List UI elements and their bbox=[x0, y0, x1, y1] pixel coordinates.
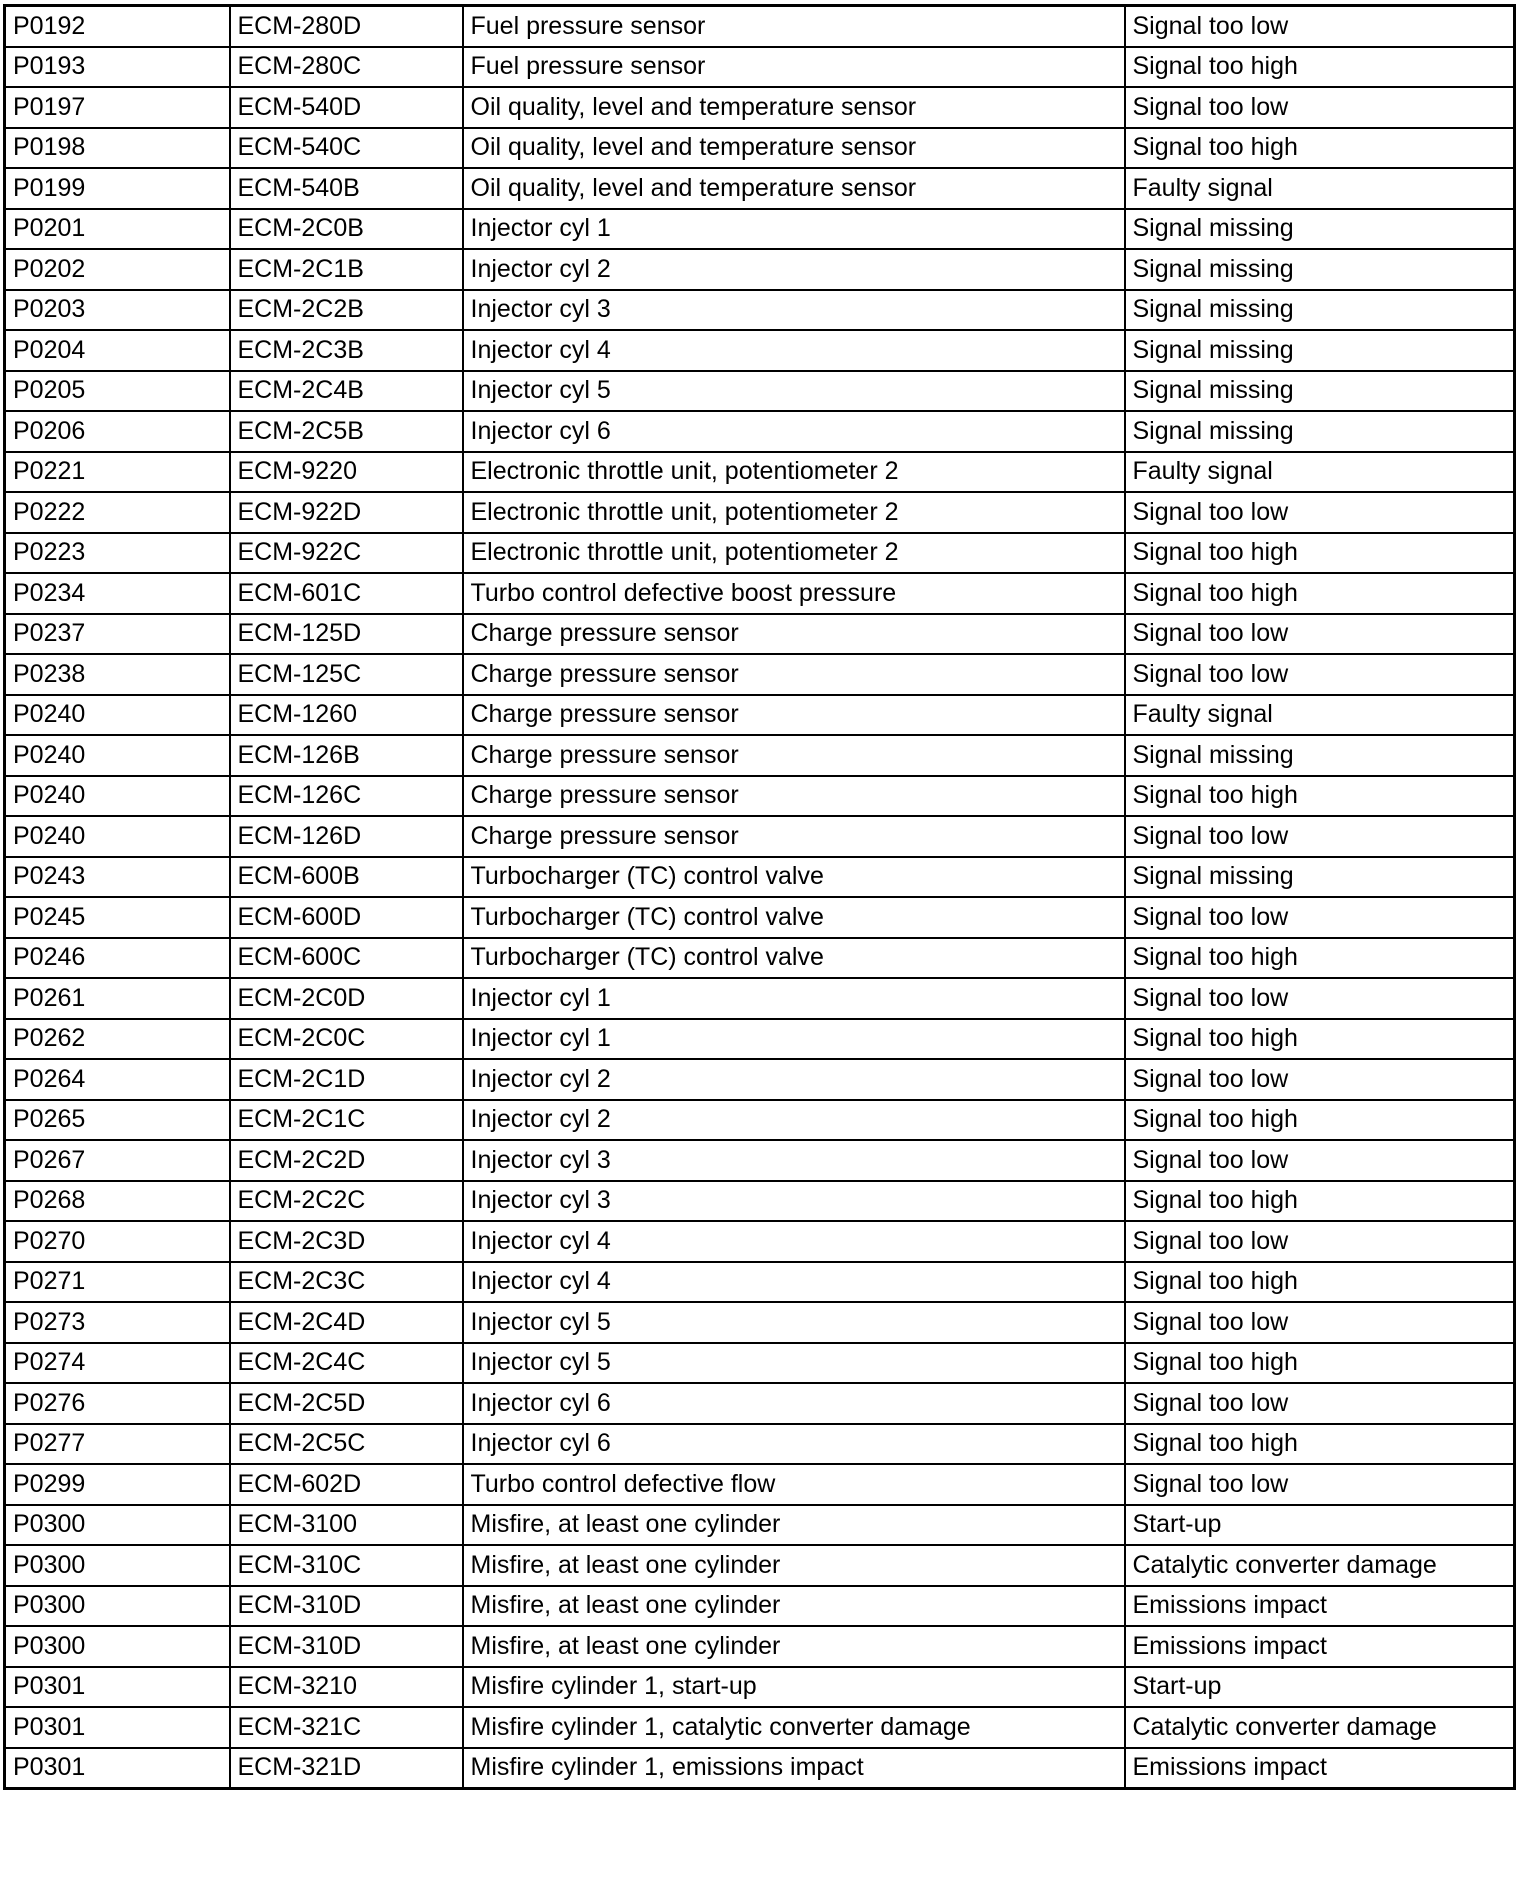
cell-obd-code: P0203 bbox=[5, 290, 230, 331]
cell-obd-code: P0267 bbox=[5, 1140, 230, 1181]
cell-component: Injector cyl 1 bbox=[463, 978, 1125, 1019]
cell-fault: Signal missing bbox=[1125, 857, 1515, 898]
cell-component: Misfire cylinder 1, start-up bbox=[463, 1667, 1125, 1708]
cell-ecm-code: ECM-3100 bbox=[230, 1505, 463, 1546]
cell-ecm-code: ECM-540B bbox=[230, 168, 463, 209]
table-row bbox=[5, 1626, 1515, 1667]
cell-component: Injector cyl 1 bbox=[463, 1019, 1125, 1060]
table-row bbox=[5, 695, 1515, 736]
cell-ecm-code: ECM-2C0B bbox=[230, 209, 463, 250]
cell-fault: Signal missing bbox=[1125, 290, 1515, 331]
cell-obd-code: P0234 bbox=[5, 573, 230, 614]
cell-fault: Signal too low bbox=[1125, 978, 1515, 1019]
dtc-table-body bbox=[5, 6, 1515, 1789]
table-row bbox=[5, 290, 1515, 331]
cell-obd-code: P0192 bbox=[5, 6, 230, 47]
table-row bbox=[5, 209, 1515, 250]
table-row bbox=[5, 6, 1515, 47]
cell-component: Injector cyl 3 bbox=[463, 1140, 1125, 1181]
cell-fault: Emissions impact bbox=[1125, 1748, 1515, 1789]
table-row bbox=[5, 1383, 1515, 1424]
cell-ecm-code: ECM-600C bbox=[230, 938, 463, 979]
cell-ecm-code: ECM-310D bbox=[230, 1626, 463, 1667]
cell-ecm-code: ECM-1260 bbox=[230, 695, 463, 736]
cell-fault: Signal missing bbox=[1125, 411, 1515, 452]
cell-fault: Signal too low bbox=[1125, 897, 1515, 938]
cell-fault: Signal too low bbox=[1125, 492, 1515, 533]
cell-ecm-code: ECM-3210 bbox=[230, 1667, 463, 1708]
cell-fault: Start-up bbox=[1125, 1505, 1515, 1546]
cell-obd-code: P0265 bbox=[5, 1100, 230, 1141]
cell-ecm-code: ECM-600D bbox=[230, 897, 463, 938]
table-row bbox=[5, 1464, 1515, 1505]
cell-fault: Signal missing bbox=[1125, 249, 1515, 290]
cell-ecm-code: ECM-126C bbox=[230, 776, 463, 817]
cell-fault: Signal too low bbox=[1125, 614, 1515, 655]
cell-ecm-code: ECM-2C4C bbox=[230, 1343, 463, 1384]
cell-fault: Signal too high bbox=[1125, 1424, 1515, 1465]
cell-obd-code: P0301 bbox=[5, 1707, 230, 1748]
cell-fault: Signal too low bbox=[1125, 87, 1515, 128]
cell-ecm-code: ECM-2C5C bbox=[230, 1424, 463, 1465]
cell-obd-code: P0198 bbox=[5, 128, 230, 169]
cell-component: Injector cyl 6 bbox=[463, 1424, 1125, 1465]
cell-ecm-code: ECM-9220 bbox=[230, 452, 463, 493]
cell-ecm-code: ECM-922D bbox=[230, 492, 463, 533]
cell-obd-code: P0240 bbox=[5, 735, 230, 776]
table-row bbox=[5, 816, 1515, 857]
cell-obd-code: P0223 bbox=[5, 533, 230, 574]
table-row bbox=[5, 857, 1515, 898]
cell-component: Misfire, at least one cylinder bbox=[463, 1545, 1125, 1586]
cell-obd-code: P0199 bbox=[5, 168, 230, 209]
table-row bbox=[5, 938, 1515, 979]
cell-fault: Signal too low bbox=[1125, 1221, 1515, 1262]
cell-component: Fuel pressure sensor bbox=[463, 6, 1125, 47]
cell-fault: Signal too low bbox=[1125, 1464, 1515, 1505]
cell-obd-code: P0243 bbox=[5, 857, 230, 898]
cell-ecm-code: ECM-601C bbox=[230, 573, 463, 614]
cell-ecm-code: ECM-922C bbox=[230, 533, 463, 574]
cell-component: Injector cyl 3 bbox=[463, 1181, 1125, 1222]
cell-ecm-code: ECM-2C4D bbox=[230, 1302, 463, 1343]
cell-component: Misfire, at least one cylinder bbox=[463, 1505, 1125, 1546]
cell-obd-code: P0237 bbox=[5, 614, 230, 655]
cell-obd-code: P0206 bbox=[5, 411, 230, 452]
table-row bbox=[5, 978, 1515, 1019]
table-row bbox=[5, 87, 1515, 128]
cell-ecm-code: ECM-602D bbox=[230, 1464, 463, 1505]
cell-obd-code: P0222 bbox=[5, 492, 230, 533]
cell-component: Oil quality, level and temperature sensor bbox=[463, 168, 1125, 209]
cell-fault: Signal too high bbox=[1125, 47, 1515, 88]
cell-obd-code: P0299 bbox=[5, 1464, 230, 1505]
cell-fault: Signal missing bbox=[1125, 209, 1515, 250]
table-row bbox=[5, 47, 1515, 88]
cell-ecm-code: ECM-310D bbox=[230, 1586, 463, 1627]
cell-obd-code: P0268 bbox=[5, 1181, 230, 1222]
cell-ecm-code: ECM-2C0C bbox=[230, 1019, 463, 1060]
cell-obd-code: P0205 bbox=[5, 371, 230, 412]
cell-component: Injector cyl 6 bbox=[463, 1383, 1125, 1424]
table-row bbox=[5, 1748, 1515, 1789]
cell-obd-code: P0238 bbox=[5, 654, 230, 695]
table-row bbox=[5, 1262, 1515, 1303]
cell-component: Misfire cylinder 1, catalytic converter damage bbox=[463, 1707, 1125, 1748]
cell-ecm-code: ECM-2C5B bbox=[230, 411, 463, 452]
cell-ecm-code: ECM-2C1D bbox=[230, 1059, 463, 1100]
table-row bbox=[5, 1667, 1515, 1708]
cell-component: Turbocharger (TC) control valve bbox=[463, 938, 1125, 979]
cell-component: Misfire, at least one cylinder bbox=[463, 1586, 1125, 1627]
cell-component: Misfire cylinder 1, emissions impact bbox=[463, 1748, 1125, 1789]
cell-component: Injector cyl 6 bbox=[463, 411, 1125, 452]
table-row bbox=[5, 1343, 1515, 1384]
cell-fault: Signal too low bbox=[1125, 816, 1515, 857]
cell-obd-code: P0193 bbox=[5, 47, 230, 88]
cell-component: Injector cyl 4 bbox=[463, 330, 1125, 371]
table-row bbox=[5, 1019, 1515, 1060]
cell-component: Injector cyl 3 bbox=[463, 290, 1125, 331]
table-row bbox=[5, 1424, 1515, 1465]
cell-obd-code: P0262 bbox=[5, 1019, 230, 1060]
dtc-table bbox=[3, 4, 1516, 1790]
cell-component: Turbocharger (TC) control valve bbox=[463, 897, 1125, 938]
cell-component: Turbocharger (TC) control valve bbox=[463, 857, 1125, 898]
cell-fault: Signal too high bbox=[1125, 776, 1515, 817]
cell-ecm-code: ECM-2C2D bbox=[230, 1140, 463, 1181]
table-row bbox=[5, 371, 1515, 412]
cell-component: Charge pressure sensor bbox=[463, 654, 1125, 695]
cell-fault: Signal too low bbox=[1125, 6, 1515, 47]
cell-ecm-code: ECM-600B bbox=[230, 857, 463, 898]
cell-ecm-code: ECM-2C1C bbox=[230, 1100, 463, 1141]
cell-component: Injector cyl 2 bbox=[463, 249, 1125, 290]
cell-ecm-code: ECM-125C bbox=[230, 654, 463, 695]
cell-obd-code: P0301 bbox=[5, 1748, 230, 1789]
cell-obd-code: P0246 bbox=[5, 938, 230, 979]
cell-obd-code: P0240 bbox=[5, 816, 230, 857]
table-row bbox=[5, 1586, 1515, 1627]
cell-fault: Signal too high bbox=[1125, 1343, 1515, 1384]
cell-obd-code: P0261 bbox=[5, 978, 230, 1019]
table-row bbox=[5, 573, 1515, 614]
table-row bbox=[5, 411, 1515, 452]
cell-obd-code: P0274 bbox=[5, 1343, 230, 1384]
cell-ecm-code: ECM-2C0D bbox=[230, 978, 463, 1019]
cell-component: Injector cyl 5 bbox=[463, 371, 1125, 412]
cell-obd-code: P0221 bbox=[5, 452, 230, 493]
cell-ecm-code: ECM-2C4B bbox=[230, 371, 463, 412]
table-row bbox=[5, 168, 1515, 209]
cell-fault: Signal too high bbox=[1125, 1100, 1515, 1141]
cell-component: Injector cyl 2 bbox=[463, 1100, 1125, 1141]
cell-obd-code: P0240 bbox=[5, 776, 230, 817]
cell-component: Misfire, at least one cylinder bbox=[463, 1626, 1125, 1667]
cell-fault: Signal too low bbox=[1125, 1383, 1515, 1424]
cell-obd-code: P0300 bbox=[5, 1545, 230, 1586]
table-row bbox=[5, 128, 1515, 169]
table-row bbox=[5, 1181, 1515, 1222]
table-row bbox=[5, 654, 1515, 695]
table-row bbox=[5, 330, 1515, 371]
cell-ecm-code: ECM-2C3D bbox=[230, 1221, 463, 1262]
cell-ecm-code: ECM-540D bbox=[230, 87, 463, 128]
table-row bbox=[5, 897, 1515, 938]
cell-component: Injector cyl 5 bbox=[463, 1343, 1125, 1384]
table-row bbox=[5, 1059, 1515, 1100]
cell-fault: Signal too high bbox=[1125, 128, 1515, 169]
cell-fault: Signal too high bbox=[1125, 1019, 1515, 1060]
cell-component: Electronic throttle unit, potentiometer 2 bbox=[463, 533, 1125, 574]
cell-obd-code: P0264 bbox=[5, 1059, 230, 1100]
table-row bbox=[5, 776, 1515, 817]
cell-component: Oil quality, level and temperature sensor bbox=[463, 87, 1125, 128]
cell-obd-code: P0202 bbox=[5, 249, 230, 290]
cell-fault: Catalytic converter damage bbox=[1125, 1707, 1515, 1748]
cell-fault: Signal too low bbox=[1125, 1302, 1515, 1343]
cell-obd-code: P0201 bbox=[5, 209, 230, 250]
cell-component: Injector cyl 4 bbox=[463, 1221, 1125, 1262]
table-row bbox=[5, 249, 1515, 290]
table-row bbox=[5, 1302, 1515, 1343]
cell-fault: Emissions impact bbox=[1125, 1586, 1515, 1627]
cell-ecm-code: ECM-2C2B bbox=[230, 290, 463, 331]
cell-obd-code: P0273 bbox=[5, 1302, 230, 1343]
cell-obd-code: P0276 bbox=[5, 1383, 230, 1424]
table-row bbox=[5, 735, 1515, 776]
cell-component: Charge pressure sensor bbox=[463, 695, 1125, 736]
cell-obd-code: P0197 bbox=[5, 87, 230, 128]
cell-ecm-code: ECM-280D bbox=[230, 6, 463, 47]
cell-obd-code: P0204 bbox=[5, 330, 230, 371]
table-row bbox=[5, 1140, 1515, 1181]
cell-component: Charge pressure sensor bbox=[463, 614, 1125, 655]
cell-obd-code: P0270 bbox=[5, 1221, 230, 1262]
cell-obd-code: P0300 bbox=[5, 1586, 230, 1627]
cell-ecm-code: ECM-2C1B bbox=[230, 249, 463, 290]
cell-fault: Emissions impact bbox=[1125, 1626, 1515, 1667]
cell-component: Electronic throttle unit, potentiometer 2 bbox=[463, 492, 1125, 533]
cell-component: Injector cyl 4 bbox=[463, 1262, 1125, 1303]
cell-fault: Signal missing bbox=[1125, 330, 1515, 371]
cell-ecm-code: ECM-2C2C bbox=[230, 1181, 463, 1222]
cell-component: Electronic throttle unit, potentiometer 2 bbox=[463, 452, 1125, 493]
table-row bbox=[5, 1100, 1515, 1141]
cell-obd-code: P0240 bbox=[5, 695, 230, 736]
cell-component: Injector cyl 2 bbox=[463, 1059, 1125, 1100]
cell-component: Fuel pressure sensor bbox=[463, 47, 1125, 88]
cell-fault: Signal too high bbox=[1125, 938, 1515, 979]
cell-fault: Signal too high bbox=[1125, 1262, 1515, 1303]
cell-ecm-code: ECM-2C5D bbox=[230, 1383, 463, 1424]
table-row bbox=[5, 533, 1515, 574]
cell-obd-code: P0300 bbox=[5, 1626, 230, 1667]
cell-fault: Faulty signal bbox=[1125, 168, 1515, 209]
cell-component: Turbo control defective flow bbox=[463, 1464, 1125, 1505]
dtc-table-container bbox=[3, 4, 1513, 1790]
cell-fault: Signal too low bbox=[1125, 654, 1515, 695]
cell-ecm-code: ECM-2C3C bbox=[230, 1262, 463, 1303]
table-row bbox=[5, 1505, 1515, 1546]
cell-fault: Catalytic converter damage bbox=[1125, 1545, 1515, 1586]
cell-fault: Start-up bbox=[1125, 1667, 1515, 1708]
cell-fault: Faulty signal bbox=[1125, 452, 1515, 493]
cell-component: Charge pressure sensor bbox=[463, 816, 1125, 857]
cell-obd-code: P0301 bbox=[5, 1667, 230, 1708]
cell-component: Injector cyl 1 bbox=[463, 209, 1125, 250]
cell-component: Oil quality, level and temperature sensor bbox=[463, 128, 1125, 169]
table-row bbox=[5, 452, 1515, 493]
cell-ecm-code: ECM-310C bbox=[230, 1545, 463, 1586]
cell-obd-code: P0300 bbox=[5, 1505, 230, 1546]
cell-component: Charge pressure sensor bbox=[463, 735, 1125, 776]
cell-fault: Signal too low bbox=[1125, 1140, 1515, 1181]
cell-fault: Signal too high bbox=[1125, 1181, 1515, 1222]
cell-ecm-code: ECM-2C3B bbox=[230, 330, 463, 371]
cell-fault: Signal too low bbox=[1125, 1059, 1515, 1100]
cell-ecm-code: ECM-540C bbox=[230, 128, 463, 169]
cell-fault: Signal missing bbox=[1125, 735, 1515, 776]
table-row bbox=[5, 614, 1515, 655]
table-row bbox=[5, 1545, 1515, 1586]
cell-fault: Signal too high bbox=[1125, 573, 1515, 614]
cell-ecm-code: ECM-126B bbox=[230, 735, 463, 776]
table-row bbox=[5, 492, 1515, 533]
cell-obd-code: P0277 bbox=[5, 1424, 230, 1465]
table-row bbox=[5, 1707, 1515, 1748]
cell-ecm-code: ECM-321D bbox=[230, 1748, 463, 1789]
cell-component: Charge pressure sensor bbox=[463, 776, 1125, 817]
cell-fault: Faulty signal bbox=[1125, 695, 1515, 736]
cell-obd-code: P0245 bbox=[5, 897, 230, 938]
cell-ecm-code: ECM-125D bbox=[230, 614, 463, 655]
cell-ecm-code: ECM-126D bbox=[230, 816, 463, 857]
cell-component: Injector cyl 5 bbox=[463, 1302, 1125, 1343]
cell-ecm-code: ECM-280C bbox=[230, 47, 463, 88]
cell-obd-code: P0271 bbox=[5, 1262, 230, 1303]
table-row bbox=[5, 1221, 1515, 1262]
cell-fault: Signal too high bbox=[1125, 533, 1515, 574]
cell-fault: Signal missing bbox=[1125, 371, 1515, 412]
cell-ecm-code: ECM-321C bbox=[230, 1707, 463, 1748]
cell-component: Turbo control defective boost pressure bbox=[463, 573, 1125, 614]
